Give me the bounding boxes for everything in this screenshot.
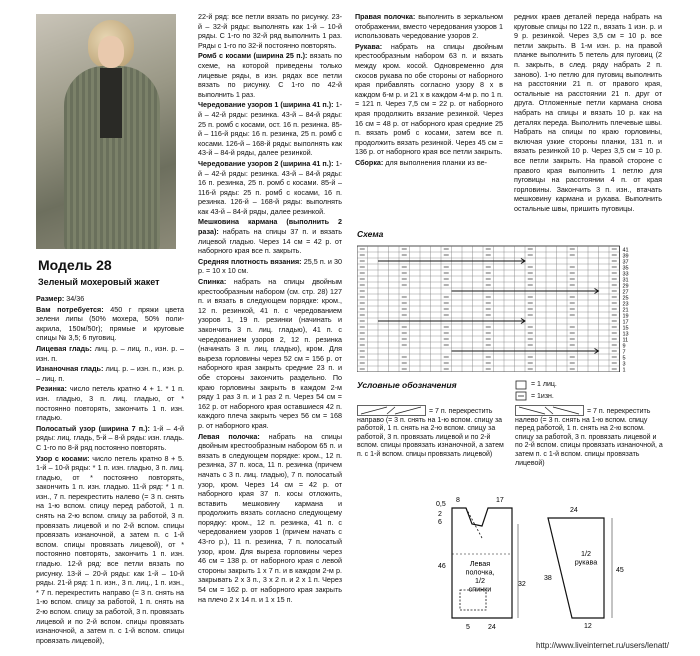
dim-f-top-b: 8 [456, 497, 460, 504]
alternation1-text: 1-й – 42-й ряды: резинка. 43-й – 84-й ряды: 25 п. ромб с косами, ост. 16 п. резинка. 85-й – 116-й ряды: 16 п. резинка, 25 п. ромб с косами. 126-й – 168-й ряды: выполнять как 43-й – 84-й ряды, далее резинкой. [198, 100, 342, 158]
back-label: Спинка: [198, 277, 227, 287]
chart-row-number: 1 [622, 367, 626, 372]
column-3 [355, 12, 503, 169]
legend-cross-left: = 7 п. перекрестить налево (= 3 п. снять на 1-ю вспом. спицу перед работой, 1 п. снять на 2-ю вспом. спицу за работой, 3 п. провязать лицевой и по 2-й вспом. спицы провязать изнаночной, а затем п. с 1-й вспом. спицы провязать лицевой) [515, 408, 663, 467]
chart-row-number: 23 [622, 301, 629, 308]
size-value: 34/36 [66, 294, 85, 303]
dim-f-bottom-b: 24 [488, 624, 496, 631]
rib-label: Резинка: [36, 384, 67, 394]
size-label: Размер: [36, 294, 65, 303]
sleeve-label: 1/2 рукава [574, 549, 598, 567]
chart-row-numbers [623, 248, 629, 373]
chart-row-number: 25 [622, 295, 629, 302]
stockinette-text: лиц. р. – лиц. п., изн. р. – изн. п. [36, 343, 184, 363]
assembly-text: для выполнения планки из ве- [385, 157, 487, 167]
legend-title: Условные обозначения [357, 380, 457, 390]
left-front-text: набрать на спицы двойным крестообразным набором 65 п. и вязать в следующем порядке: кром., 12 п. резинка, 37 п. коса, 11 п. резинка (причем начать с 3 п. лиц. гладью), 7 п. полосатый узор, кром. Через 14 см = 42 р. от наборного края 37 п. косы отложить, вставить мешковину кармана и продолжить вязать согласно следующему порядку: кром., 12 п. резинка, 41 п. с чередованием узоров 1 (причем начать с 43-го р.), 11 п. резинка, 7 п. полосатый узор, кром. Для выреза горловины через 46 см = 138 р. от наборного края с левой стороны закрыть 1 х 7 п. и в каждом 2-м р. закрывать 2 х 3 п., 3 х 2 п. и 2 х 1 п. Через 54 см = 162 р. от наборного края закрыть на плечо 2 х 14 п. и 1 х 15 п. [198, 431, 343, 604]
chart-row-number: 39 [622, 253, 629, 260]
chart-row-number: 7 [622, 349, 626, 356]
column-1 [36, 294, 184, 646]
density-label: Средняя плотность вязания: [198, 256, 302, 266]
dim-f-side-a: 2 [438, 511, 442, 518]
assembly-label: Сборка: [355, 157, 384, 167]
cable-continued: 22-й ряд: все петли вязать по рисунку. 23-й – 32-й ряды: выполнять как 1-й – 10-й ряды. С 1-го по 32-й ряд выполнить 1 раз. Ряды с 1-го по 32-й постоянно повторять. [198, 12, 342, 50]
column-2 [198, 12, 342, 605]
front-label: Левая полочка, 1/2 спинки [465, 559, 495, 594]
chart-row-number: 27 [622, 289, 629, 296]
legend-knit: = 1 лиц. [531, 381, 557, 388]
chart-row-number: 41 [622, 247, 629, 254]
chart-row-number: 9 [622, 343, 626, 350]
dim-f-right: 32 [518, 581, 526, 588]
chart-grid [357, 246, 620, 372]
chart-row-number: 5 [622, 355, 626, 362]
cable-label: Узор с косами: [36, 453, 90, 463]
column-4 [514, 12, 662, 214]
model-title: Модель 28 [38, 257, 112, 273]
dim-s-top: 24 [570, 507, 578, 514]
model-photo [36, 14, 176, 249]
dim-f-top-c: 17 [496, 497, 504, 504]
neck-dashed [466, 508, 482, 538]
chart-row-number: 29 [622, 283, 629, 290]
dim-s-right: 45 [616, 567, 624, 574]
knitting-chart [357, 244, 647, 372]
sleeve-outline [548, 518, 604, 618]
chart-row-number: 31 [622, 277, 629, 284]
alternation2-label: Чередование узоров 2 (ширина 41 п.): [198, 158, 334, 168]
legend-purl: = 1изн. [531, 393, 554, 400]
chart-row-number: 35 [622, 265, 629, 272]
reverse-stockinette-text: лиц. р. – изн. п., изн. р. – лиц. п. [36, 364, 184, 383]
alternation2-text: 1-й – 42-й ряды: резинка. 43-й – 84-й ряды: 16 п. резинка, 25 п. ромб с косами. 85-й – 116-й ряды: 25 п. ромб с косами, 16 п. резинка. 126-й – 168-й ряды: выполнять как 43-й – 84-й ряды, далее резинкой. [198, 158, 342, 216]
reverse-stockinette-label: Изнаночная гладь: [36, 364, 104, 374]
right-front-label: Правая полочка: [355, 12, 416, 21]
chart-row-number: 13 [622, 331, 629, 338]
dim-f-top-a: 0,5 [436, 501, 446, 508]
diamond-label: Ромб с косами (ширина 25 п.): [198, 51, 308, 61]
pocket-label: Мешковина кармана (выполнить 2 раза): [198, 217, 342, 237]
chart-row-number: 17 [622, 319, 629, 326]
dim-f-side-b: 6 [438, 519, 442, 526]
diamond-text: вязать по схеме, на которой приведены только лицевые ряды, в изн. рядах все петли вязать по рисунку. С 1-го по 42-й выполнить 1 раз. [198, 51, 342, 99]
pocket-text: набрать на спицы 37 п. и вязать лицевой гладью. Через 14 см = 42 р. от наборного края все п. закрыть. [198, 227, 343, 256]
stockinette-label: Лицевая гладь: [36, 343, 92, 353]
cable-text: число петель кратно 8 + 5. 1-й – 10-й ряды: * 1 п. изн. гладью, 3 п. лиц. гладью, от * постоянно повторять, закончить 1 п. изн. гладью. 11-й ряд: * 1 п. изн., 7 п. перекрестить налево (= 3 п. снять на 1-ю вспом. спицу перед работой, 1 п. снять на 2-ю вспом. спицу за работой, 3 п. провязать лицевой и по 2-й вспом. спицы провязать изнаночной, а затем п. с 1-й вспом. спицы провязать лицевой), от * постоянно повторять, закончить 1 п. изн. гладью. 12-й ряд: все петли вязать по рисунку. 13-й – 20-й ряды: как 1-й – 10-й ряды. 21-й ряд: 1 п. изн., 3 п. лиц., 1 п. изн., * 7 п. перекрестить направо (= 3 п. снять на 1-ю вспом. спицу за работой, 1 п. снять на 2-ю вспом. спицу за работой, 3 п. провязать лицевой и по 2-й вспом. спицы провязать изнаночной, а затем п. с 1-й вспом. спицы провязать лицевой), [36, 453, 184, 645]
sleeves-label: Рукава: [355, 41, 383, 51]
chart-row-number: 19 [622, 313, 629, 320]
dim-s-left: 38 [544, 575, 552, 582]
materials-text: 450 г пряжи цвета зелени липы (50% мохера, 50% поли-акрила, 150м/50г); прямые и круговые спицы № 3,5; 6 пуговиц. [36, 304, 185, 343]
dim-s-bottom: 12 [584, 623, 592, 630]
front-pattern-diagram [430, 494, 540, 634]
schema-title: Схема [357, 229, 384, 239]
shirt [100, 68, 122, 138]
chart-row-number: 3 [622, 361, 626, 368]
alternation1-label: Чередование узоров 1 (ширина 41 п.): [198, 100, 334, 110]
rib-text: число петель кратно 4 + 1. * 1 п. изн. гладью, 3 п. лиц. гладью, от * постоянно повторять, закончить 1 п. изн. гладью. [36, 384, 185, 423]
source-url[interactable]: http://www.liveinternet.ru/users/lenatt/ [536, 641, 669, 650]
knit-symbol [516, 381, 526, 389]
legend-cross-right: = 7 п. перекрестить направо (= 3 п. снять на 1-ю вспом. спицу за работой, 1 п. снять на 2-ю вспом. спицу за работой, 3 п. провязать лицевой и по 2-й вспом. спицы провязать изнаночной, а затем п. с 1-й вспом. спицы провязать лицевой) [357, 408, 504, 458]
chart-row-number: 15 [622, 325, 629, 332]
materials-label: Вам потребуется: [36, 304, 104, 314]
stripe-text: 1-й – 4-й ряды: лиц. гладь, 5-й – 8-й ряды: изн. гладь. С 1-го по 8-й ряд постоянно повторять. [36, 423, 184, 452]
face [98, 36, 124, 68]
sleeves-text: набрать на спицы двойным крестообразным набором 63 п. и вязать между кром. косой. Одновременно для скосов рукава по обе стороны от наборного края прибавлять согласно узору 8 х в каждом 6-м р. и 21 х в каждом 4-м р. по 1 п. = 121 п. Через 7,5 см = 22 р. от наборного края продолжить вязание резинкой. Через 16 см = 48 р. от наборного края средние 25 п. вязать ромб с косами, затем все п. продолжить вязать резинкой. Через 45 см = 136 р. от наборного края все петли закрыть. [355, 41, 504, 157]
chart-row-number: 37 [622, 259, 629, 266]
assembly-continued: редних краев деталей переда набрать на круговые спицы по 122 п., вязать 1 изн. р. и 9 р. резинкой. Через 3,5 см = 10 р. все петли закрыть. В 1-м изн. р. на правой планке выполнить 5 петель для пуговиц (2 п. закрыть, в след. ряду набрать 2 п. заново). 1-ю петлю для пуговиц выполнить на расстоянии 21 п. от правого края, остальные на расстоянии 21 п. друг от друга. Отложенные петли кармана снова набрать на спицы и вязать 10 р. как на деталях переда. Выполнить плечевые швы. Набрать на спицы по краю горловины, включая узкие стороны планки, 131 п. и вязать резинкой 10 р. Через 3,5 см = 10 р. все петли закрыть. На правой стороне с правого края выполнить 1 петлю для пуговицы на расстоянии 4 п. от края горловины. Закончить 3 п. изн., втачать мешковину кармана и рукава. Выполнить остальные швы, пришить пуговицы. [514, 12, 662, 213]
density-text: 25,5 п. и 30 р. = 10 х 10 см. [198, 256, 343, 276]
chart-row-number: 21 [622, 307, 629, 314]
right-front-text: выполнить в зеркальном отображении, вместо чередования узоров 1 использовать чередование узоров 2. [355, 12, 503, 41]
dim-f-bottom-a: 5 [466, 624, 470, 631]
chart-row-number: 33 [622, 271, 629, 278]
chart-row-number: 11 [622, 337, 629, 344]
back-text: набрать на спицы двойным крестообразным набором (см. стр. 28) 127 п. и вязать в следующем порядке: кром., 12 п. резинкой, 41 п. с чередованием узоров 1, 19 п. резинки (начинать и закончить 3 п. лиц. гладью), 41 п. с чередованием узоров 2, 12 п. резинка (начинать 3 п. лиц. гладью), кром. Для выреза горловины через 52 см = 156 р. от наборного края закрыть средние 23 п. и обе стороны закончить раздельно. По краю горловины закрыть в каждом 2-м ряду 1 раз 3 п. и 1 раз 2 п. Через 54 см = 162 р. от наборного края оставшиеся 42 п. каждого плеча закрыть через 56 см = 168 р. от наборного края. [198, 277, 342, 430]
model-subtitle: Зеленый мохеровый жакет [38, 277, 160, 287]
left-front-label: Левая полочка: [198, 431, 260, 441]
stripe-label: Полосатый узор (ширина 7 п.): [36, 423, 150, 433]
dim-f-left: 46 [438, 563, 446, 570]
legend-knit-symbols [515, 380, 529, 402]
sleeve-pattern-diagram [540, 500, 640, 630]
